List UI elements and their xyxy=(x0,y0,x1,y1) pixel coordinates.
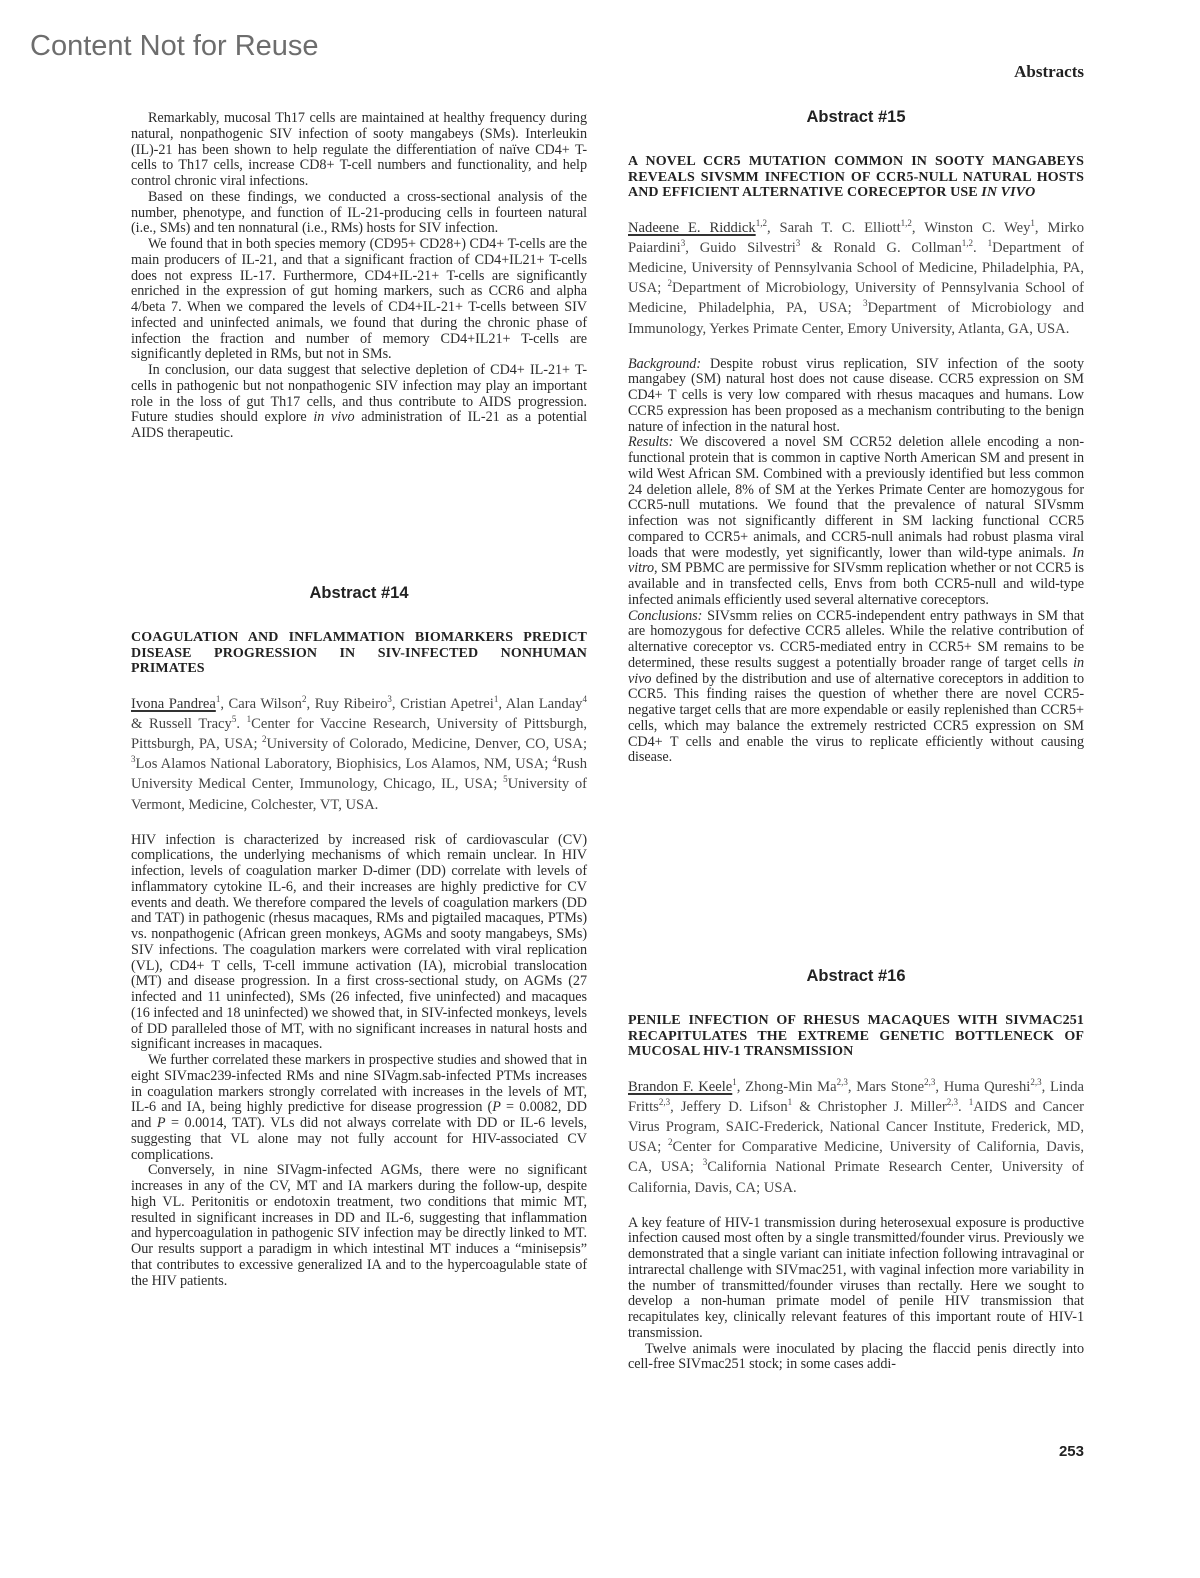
affiliation-superscript: 1 xyxy=(493,693,499,704)
affiliation-superscript: 1 xyxy=(732,1076,737,1087)
abstract-13-continuation xyxy=(131,111,587,442)
watermark: Content Not for Reuse xyxy=(30,30,319,62)
affiliation-superscript: 1,2 xyxy=(961,237,974,248)
text-run: California National Primate Research Center, University of California, Davis, CA; USA. xyxy=(628,1159,1084,1196)
text-run: HIV infection is characterized by increased risk of cardiovascular (CV) complications, the underlying mechanisms of which remain unclear. In HIV infection, levels of coagulation marker D-dimer (DD) correlate with levels of inflammatory cytokine IL-6, and their increases are highly predictive for CV events and death. We therefore compared the levels of coagulation markers (DD and TAT) in pathogenic (rhesus macaques, RMs and pigtailed macaques, PTMs) vs. nonpathogenic (African green monkeys, AGMs and sooty mangabeys, SMs) SIV infections. The coagulation markers were correlated with viral replication (VL), CD4+ T cells, T-cell immune activation (IA), microbial translocation (MT) and disease progression. In a first cross-sectional study, on AGMs (27 infected and 11 uninfected), SMs (26 infected, five uninfected) and macaques (16 infected and 18 uninfected) we showed that, in SIV-infected monkeys, levels of DD paralleled those of MT, with no significant increases in natural hosts and significant increases in macaques. xyxy=(131,831,587,1053)
affiliation-superscript: 2 xyxy=(668,1137,673,1148)
text-run: = 0.0014, TAT). VLs did not always correlate with DD or IL-6 levels, suggesting that VL alone may not fully account for HIV-associated CV complications. xyxy=(131,1115,587,1163)
body-paragraph xyxy=(628,357,1084,436)
abstract-byline xyxy=(628,218,1084,339)
italic-text: Results: xyxy=(628,434,674,451)
abstract-title xyxy=(131,630,587,677)
text-run: , Ruy Ribeiro xyxy=(306,695,388,712)
affiliation-superscript: 5 xyxy=(503,774,508,785)
text-run: , Huma Qureshi xyxy=(935,1078,1031,1095)
text-run: , Cara Wilson xyxy=(220,695,302,712)
text-run: , Jeffery D. Lifson xyxy=(670,1098,788,1115)
affiliation-superscript: 2,3 xyxy=(658,1096,671,1107)
presenting-author: Brandon F. Keele xyxy=(628,1078,733,1095)
text-run: , Sarah T. C. Elliott xyxy=(766,219,901,236)
text-run: In conclusion, our data suggest that selective depletion of CD4+ IL-21+ T-cells in pathogenic but not nonpathogenic SIV infection may play an important role in the loss of gut Th17 cells, and thus contribute to AIDS progression. Future studies should explore xyxy=(131,362,587,426)
abstract-byline xyxy=(131,694,587,815)
body-paragraph xyxy=(131,190,587,237)
text-run: Department of Medicine, University of Pennsylvania School of Medicine, Philadelphia, PA, USA; xyxy=(628,239,1085,297)
text-run: Remarkably, mucosal Th17 cells are maintained at healthy frequency during natural, nonpathogenic SIV infection of sooty mangabeys (SMs). Interleukin (IL)-21 has been shown to help regulate the differentiation of naïve CD4+ T-cells to Th17 cells, increase CD8+ T-cell numbers and functionality, and help control chronic viral infections. xyxy=(131,110,587,189)
affiliation-superscript: 5 xyxy=(231,713,237,724)
text-run: A key feature of HIV-1 transmission during heterosexual exposure is productive infection caused most often by a single transmitted/founder virus. Previously we demonstrated that a single variant can initiate infection following intravaginal or intrarectal challenge with SIVmac251, with vaginal infection more variability in the number of transmitted/founder viruses than rectally. Here we sought to develop a non-human primate model of penile HIV transmission that recapitulates key, clinically relevant features of this important route of HIV-1 transmission. xyxy=(628,1214,1084,1341)
text-run: Center for Comparative Medicine, University of California, Davis, CA, USA; xyxy=(628,1139,1084,1176)
text-run: Los Alamos National Laboratory, Biophisics, Los Alamos, NM, USA; xyxy=(135,756,553,773)
affiliation-superscript: 1 xyxy=(246,713,252,724)
presenting-author: Nadeene E. Riddick xyxy=(628,219,756,236)
text-run: Conversely, in nine SIVagm-infected AGMs, there were no significant increases in any of the CV, MT and IA markers during the follow-up, despite high VL. Peritonitis or endotoxin treatment, two conditions that mimic MT, resulted in significant increases in DD and IL-6, suggesting that inflammation and hypercoagulation in pathogenic SIV infection may be directly linked to MT. Our results support a paradigm in which intestinal MT induces a “minisepsis” that contributes to excessive generalized IA and to the hypercoagulable state of the HIV patients. xyxy=(131,1162,587,1289)
italic-text: P xyxy=(156,1115,166,1132)
text-run: administration of IL-21 as a potential AIDS therapeutic. xyxy=(131,409,587,441)
italic-text: Background: xyxy=(628,355,701,372)
abstract-16 xyxy=(628,967,1084,1373)
text-run: , Cristian Apetrei xyxy=(391,695,494,712)
affiliation-superscript: 4 xyxy=(582,693,587,704)
text-run: COAGULATION AND INFLAMMATION BIOMARKERS PREDICT DISEASE PROGRESSION IN SIV-INFECTED NONHUMAN PRIMATES xyxy=(131,630,587,676)
abstract-heading: Abstract #16 xyxy=(806,967,906,985)
italic-text: in vivo xyxy=(313,409,355,426)
body-paragraph xyxy=(628,609,1084,767)
abstract-byline xyxy=(628,1077,1084,1198)
text-run: = 0.0082, DD and xyxy=(131,1099,587,1132)
text-run: PENILE INFECTION OF RHESUS MACAQUES WITH SIVMAC251 RECAPITULATES THE EXTREME GENETIC BOTTLENECK OF MUCOSAL HIV-1 TRANSMISSION xyxy=(628,1013,1084,1059)
affiliation-superscript: 2,3 xyxy=(1030,1076,1042,1087)
text-run: . xyxy=(973,239,988,256)
affiliation-superscript: 3 xyxy=(702,1157,708,1168)
text-run: , SM PBMC are permissive for SIVsmm replication whether or not CCR5 is available and in transfected cells, Envs from both CCR5-null and wild-type infected animals efficiently used several alternative coreceptors. xyxy=(628,560,1084,608)
text-run: Twelve animals were inoculated by placing the flaccid penis directly into cell-free SIVmac251 stock; in some cases addi- xyxy=(628,1340,1084,1373)
affiliation-superscript: 1 xyxy=(968,1096,974,1107)
affiliation-superscript: 1 xyxy=(787,1096,793,1107)
text-run: , Zhong-Min Ma xyxy=(736,1078,837,1095)
text-run: , Mars Stone xyxy=(847,1078,925,1095)
abstract-15 xyxy=(628,108,1084,766)
page-number: 253 xyxy=(1058,1443,1084,1460)
affiliation-superscript: 1 xyxy=(987,237,993,248)
body-paragraph xyxy=(628,1342,1084,1374)
text-run: We discovered a novel SM CCR52 deletion allele encoding a non-functional protein that is common in captive North American SM and present in wild West African SM. Combined with a previously identified but less common 24 deletion allele, 8% of SM at the Yerkes Primate Center are homozygous for CCR5-null mutations. We found that the prevalence of natural SIVsmm infection was not significantly different in SM lacking functional CCR5 compared to CCR5+ animals, and CCR5-null animals had robust plasma viral loads that were modestly, yet significantly, lower than wild-type animals. xyxy=(628,434,1084,561)
text-run: , Mirko Paiardini xyxy=(628,219,1084,256)
italic-text: In vitro xyxy=(628,544,1084,577)
text-run: . xyxy=(236,715,247,732)
italic-text: Conclusions: xyxy=(628,607,703,624)
abstract-heading: Abstract #15 xyxy=(806,108,906,126)
abstract-body xyxy=(628,357,1084,767)
abstract-heading: Abstract #14 xyxy=(309,584,409,602)
body-paragraph xyxy=(131,833,587,1054)
italic-text: in vivo xyxy=(628,654,1084,687)
abstract-body xyxy=(628,1216,1084,1374)
text-run: & Christopher J. Miller xyxy=(792,1098,947,1115)
text-run: , Guido Silvestri xyxy=(685,239,796,256)
affiliation-superscript: 2,3 xyxy=(836,1076,848,1087)
body-paragraph xyxy=(628,1216,1084,1342)
affiliation-superscript: 2,3 xyxy=(924,1076,936,1087)
abstract-title xyxy=(628,154,1084,201)
text-run: , Linda Fritts xyxy=(628,1078,1084,1115)
affiliation-superscript: 3 xyxy=(131,754,136,765)
affiliation-superscript: 3 xyxy=(863,298,868,309)
text-run: . xyxy=(958,1098,969,1115)
text-run: & Ronald G. Collman xyxy=(800,239,962,256)
affiliation-superscript: 2,3 xyxy=(946,1096,958,1107)
abstract-body xyxy=(131,833,587,1290)
affiliation-superscript: 4 xyxy=(552,754,557,765)
text-run: Department of Microbiology and Immunology, Yerkes Primate Center, Emory University, Atlanta, GA, USA. xyxy=(628,300,1084,337)
body-paragraph xyxy=(131,1163,587,1289)
affiliation-superscript: 2 xyxy=(262,734,267,745)
text-run: defined by the distribution and use of alternative coreceptors in addition to CCR5. This finding raises the question of whether there are novel CCR5-negative target cells that are more expendable or easily replenished than CCR5+ cells, which may balance the extremely restricted CCR5 expression on SM CD4+ T cells and enable the virus to replicate efficiently without causing disease. xyxy=(628,670,1084,766)
body-paragraph xyxy=(131,111,587,190)
text-run: We found that in both species memory (CD95+ CD28+) CD4+ T-cells are the main producers of IL-21, and that a significant fraction of CD4+IL21+ T-cells does not express IL-17. Furthermore, CD4+IL-21+ T-cells are significantly enriched in the expression of gut homing markers, such as CCR6 and alpha 4/beta 7. When we compared the levels of CD4+IL-21+ T-cells between SIV infected and uninfected animals, we found that during the chronic phase of infection the fraction and number of memory CD4+IL21+ T-cells are significantly depleted in RMs, but not in SMs. xyxy=(131,236,587,363)
affiliation-superscript: 3 xyxy=(680,237,686,248)
presenting-author: Ivona Pandrea xyxy=(131,695,216,712)
affiliation-superscript: 2 xyxy=(301,693,307,704)
text-run: University of Colorado, Medicine, Denver, CO, USA; xyxy=(266,735,587,752)
text-run: , Winston C. Wey xyxy=(911,219,1031,236)
text-run: Rush University Medical Center, Immunology, Chicago, IL, USA; xyxy=(131,756,587,793)
abstract-14 xyxy=(131,584,587,1289)
affiliation-superscript: 1,2 xyxy=(900,217,912,228)
italic-text: IN VIVO xyxy=(981,185,1036,200)
text-run: A NOVEL CCR5 MUTATION COMMON IN SOOTY MANGABEYS REVEALS SIVSMM INFECTION OF CCR5-NULL NATURAL HOSTS AND EFFICIENT ALTERNATIVE CORECEPTOR USE xyxy=(628,154,1084,200)
text-run: , Alan Landay xyxy=(498,695,583,712)
body-paragraph xyxy=(131,237,587,363)
affiliation-superscript: 3 xyxy=(387,693,392,704)
abstract-body xyxy=(131,111,587,442)
abstract-title xyxy=(628,1013,1084,1060)
text-run: & Russell Tracy xyxy=(131,715,232,732)
text-run: Department of Microbiology, University of Pennsylvania School of Medicine, Philadelphia, PA, USA; xyxy=(628,280,1084,317)
text-run: AIDS and Cancer Virus Program, SAIC-Frederick, National Cancer Institute, Frederick, MD, USA; xyxy=(628,1098,1084,1156)
running-head: Abstracts xyxy=(1014,62,1084,81)
italic-text: P xyxy=(492,1099,501,1116)
affiliation-superscript: 3 xyxy=(795,237,801,248)
affiliation-superscript: 1,2 xyxy=(755,217,767,228)
affiliation-superscript: 1 xyxy=(1030,217,1035,228)
affiliation-superscript: 2 xyxy=(667,278,672,289)
text-run: University of Vermont, Medicine, Colchester, VT, USA. xyxy=(131,776,588,813)
text-run: Center for Vaccine Research, University of Pittsburgh, Pittsburgh, PA, USA; xyxy=(131,715,588,752)
body-paragraph xyxy=(131,1053,587,1163)
text-run: Based on these findings, we conducted a cross-sectional analysis of the number, phenotype, and function of IL-21-producing cells in fourteen natural (i.e., SMs) and ten nonnatural (i.e., RMs) hosts for SIV infection. xyxy=(131,188,587,237)
text-run: We further correlated these markers in prospective studies and showed that in eight SIVmac239-infected RMs and nine SIVagm.sab-infected PTMs increases in coagulation markers strongly correlated with increases in the levels of MT, IL-6 and IA, being highly predictive for disease progression ( xyxy=(131,1052,587,1116)
body-paragraph xyxy=(131,363,587,442)
text-run: SIVsmm relies on CCR5-independent entry pathways in SM that are homozygous for defective CCR5 alleles. While the relative contribution of alternative coreceptor vs. CCR5-mediated entry in CCR5+ SM remains to be determined, these results suggest a potentially broader range of target cells xyxy=(628,607,1084,671)
text-run: Despite robust virus replication, SIV infection of the sooty mangabey (SM) natural host does not cause disease. CCR5 expression on SM CD4+ T cells is very low compared with rhesus macaques and humans. Low CCR5 expression has been proposed as a mechanism contributing to the benign nature of infection in the natural host. xyxy=(628,355,1084,435)
body-paragraph xyxy=(628,435,1084,608)
affiliation-superscript: 1 xyxy=(215,693,221,704)
